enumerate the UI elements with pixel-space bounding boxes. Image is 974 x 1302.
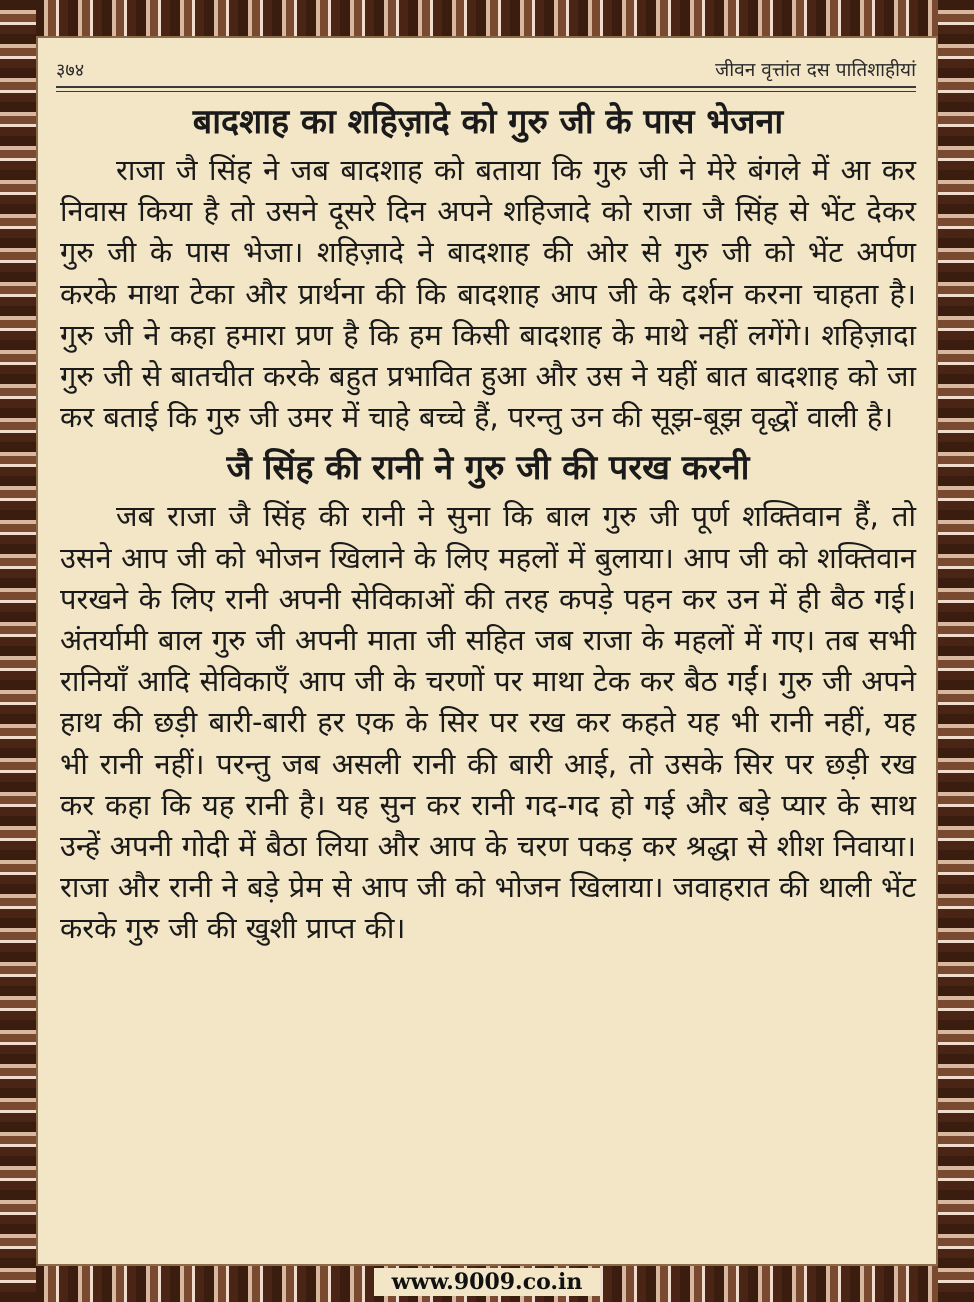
frame-border-right — [938, 0, 974, 1302]
section-paragraph: जब राजा जै सिंह की रानी ने सुना कि बाल गुरु जी पूर्ण शक्तिवान हैं, तो उसने आप जी को भोजन खिलाने के लिए महलों में बुलाया। आप जी को शक्तिवान परखने के लिए रानी अपनी सेविकाओं की तरह कपड़े पहन कर उन में ही बैठ गई। अंतर्यामी बाल गुरु जी अपनी माता जी सहित जब राजा के महलों में गए। तब सभी रानियाँ आदि सेविकाएँ आप जी के चरणों पर माथा टेक कर बैठ गईं। गुरु जी अपने हाथ की छड़ी बारी-बारी हर एक के सिर पर रख कर कहते यह भी रानी नहीं, यह भी रानी नहीं। परन्तु जब असली रानी की बारी आई, तो उसके सिर पर छड़ी रख कर कहा कि यह रानी है। यह सुन कर रानी गद-गद हो गई और बड़े प्यार के साथ उन्हें अपनी गोदी में बैठा लिया और आप के चरण पकड़ कर श्रद्धा से शीश निवाया। राजा और रानी ने बड़े प्रेम से आप जी को भोजन खिलाया। जवाहरात की थाली भेंट करके गुरु जी की खुशी प्राप्त की। — [60, 499, 916, 946]
section-heading: जै सिंह की रानी ने गुरु जी की परख करनी — [226, 448, 750, 489]
page-footer — [0, 1268, 974, 1296]
section-paragraph: राजा जै सिंह ने जब बादशाह को बताया कि गुरु जी ने मेरे बंगले में आ कर निवास किया है तो उसने दूसरे दिन अपने शहिजादे को राजा जै सिंह से भेंट देकर गुरु जी के पास भेजा। शहिज़ादे ने बादशाह की ओर से गुरु जी को भेंट अर्पण करके माथा टेका और प्रार्थना की कि बादशाह आप जी के दर्शन करना चाहता है। गुरु जी ने कहा हमारा प्रण है कि हम किसी बादशाह के माथे नहीं लगेंगे। शहिज़ादा गुरु जी से बातचीत करके बहुत प्रभावित हुआ और उस ने यहीं बात बादशाह को जा कर बताई कि गुरु जी उमर में चाहे बच्चे हैं, परन्तु उन की सूझ-बूझ वृद्धों वाली है। — [60, 153, 916, 435]
book-page — [36, 36, 938, 1266]
running-title: जीवन वृत्तांत दस पातिशाहीयां — [715, 59, 916, 81]
frame-border-top — [0, 0, 974, 36]
page-content — [60, 94, 916, 950]
page-number: ३७४ — [56, 60, 85, 81]
frame-border-left — [0, 0, 36, 1302]
website-link[interactable]: www.9009.co.in — [374, 1268, 601, 1296]
page-header — [56, 50, 916, 84]
header-rule — [56, 86, 916, 92]
section-heading: बादशाह का शहिज़ादे को गुरु जी के पास भेजना — [192, 102, 784, 142]
